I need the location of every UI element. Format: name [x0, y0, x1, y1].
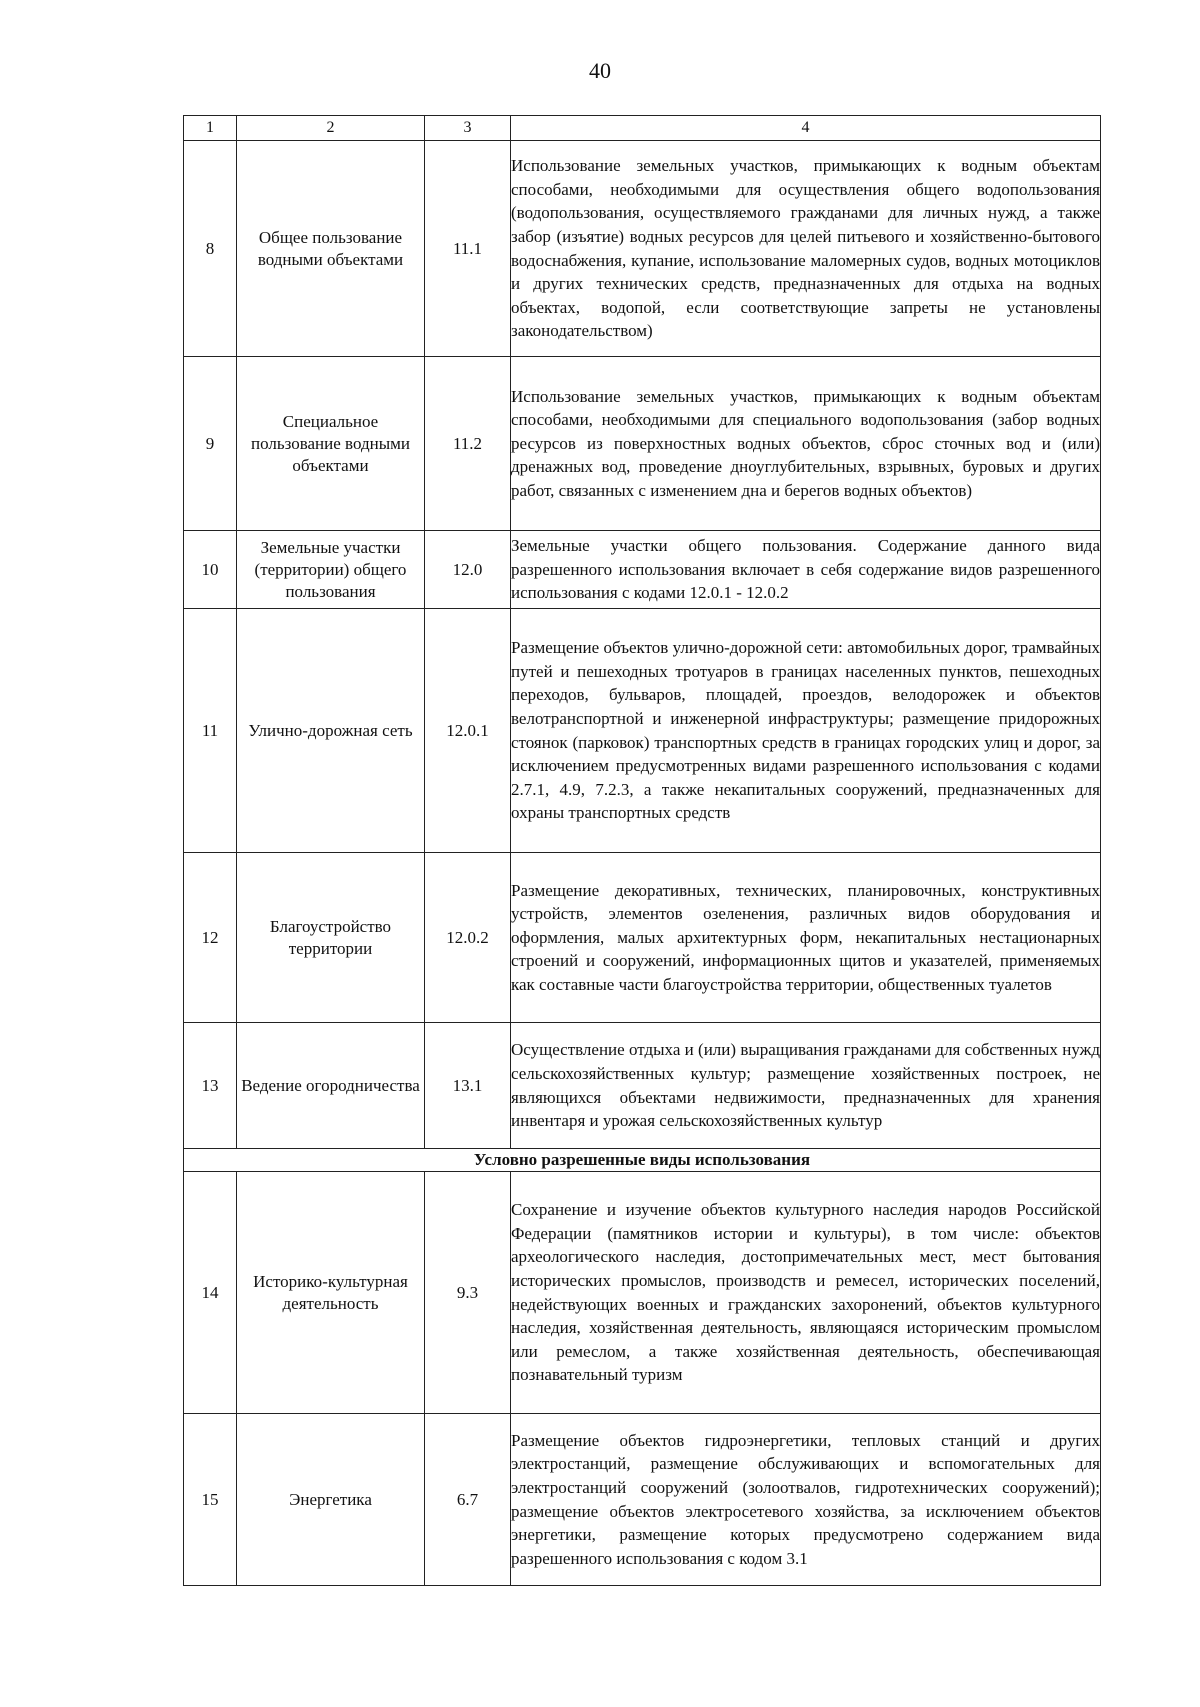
section-title: Условно разрешенные виды использования [184, 1149, 1101, 1172]
row-number: 9 [184, 357, 237, 531]
use-type-name: Ведение огородничества [237, 1023, 425, 1149]
table-row [184, 357, 1101, 531]
page-number: 40 [589, 58, 611, 83]
column-header-2: 2 [237, 116, 425, 141]
use-type-name: Специальное пользование водными объектами [237, 357, 425, 531]
use-type-description: Размещение объектов улично-дорожной сети: автомобильных дорог, трамвайных путей и пешеходных тротуаров в границах населенных пунктов, пешеходных переходов, бульваров, площадей, проездов, велодорожек и объектов велотранспортной и инженерной инфраструктуры; размещение придорожных стоянок (парковок) транспортных средств в границах городских улиц и дорог, за исключением предусмотренных видами разрешенного использования с кодами 2.7.1, 4.9, 7.2.3, а также некапитальных сооружений, предназначенных для охраны транспортных средств [511, 609, 1101, 853]
table-row [184, 1172, 1101, 1414]
use-type-code: 12.0 [425, 531, 511, 609]
use-type-code: 13.1 [425, 1023, 511, 1149]
use-type-name: Общее пользование водными объектами [237, 141, 425, 357]
column-header-4: 4 [511, 116, 1101, 141]
table-row [184, 531, 1101, 609]
column-header-3: 3 [425, 116, 511, 141]
use-type-code: 9.3 [425, 1172, 511, 1414]
use-type-description: Использование земельных участков, примыкающих к водным объектам способами, необходимыми для осуществления общего водопользования (водопользования, осуществляемого гражданами для личных нужд, а также забор (изъятие) водных ресурсов для целей питьевого и хозяйственно-бытового водоснабжения, купание, использование маломерных судов, водных мотоциклов и других технических средств, предназначенных для отдыха на водных объектах, водопой, если соответствующие запреты не установлены законодательством) [511, 141, 1101, 357]
use-type-code: 12.0.2 [425, 853, 511, 1023]
row-number: 14 [184, 1172, 237, 1414]
table-row [184, 1414, 1101, 1586]
use-type-code: 6.7 [425, 1414, 511, 1586]
table-row [184, 1023, 1101, 1149]
table-row [184, 609, 1101, 853]
use-type-description: Земельные участки общего пользования. Содержание данного вида разрешенного использования включает в себя содержание видов разрешенного использования с кодами 12.0.1 - 12.0.2 [511, 531, 1101, 609]
table-row [184, 141, 1101, 357]
use-type-code: 11.2 [425, 357, 511, 531]
row-number: 11 [184, 609, 237, 853]
use-type-name: Земельные участки (территории) общего пользования [237, 531, 425, 609]
row-number: 13 [184, 1023, 237, 1149]
use-type-description: Осуществление отдыха и (или) выращивания гражданами для собственных нужд сельскохозяйственных культур; размещение хозяйственных построек, не являющихся объектами недвижимости, предназначенных для хранения инвентаря и урожая сельскохозяйственных культур [511, 1023, 1101, 1149]
row-number: 15 [184, 1414, 237, 1586]
use-type-code: 12.0.1 [425, 609, 511, 853]
use-type-description: Сохранение и изучение объектов культурного наследия народов Российской Федерации (памятников истории и культуры), в том числе: объектов археологического наследия, достопримечательных мест, мест бытования исторических промыслов, производств и ремесел, исторических поселений, недействующих военных и гражданских захоронений, объектов культурного наследия, хозяйственная деятельность, являющаяся историческим промыслом или ремеслом, а также хозяйственная деятельность, обеспечивающая познавательный туризм [511, 1172, 1101, 1414]
use-type-name: Энергетика [237, 1414, 425, 1586]
use-type-description: Использование земельных участков, примыкающих к водным объектам способами, необходимыми для специального водопользования (забор водных ресурсов из поверхностных водных объектов, сброс сточных вод и (или) дренажных вод, проведение дноуглубительных, взрывных, буровых и других работ, связанных с изменением дна и берегов водных объектов) [511, 357, 1101, 531]
use-type-name: Улично-дорожная сеть [237, 609, 425, 853]
table-row [184, 853, 1101, 1023]
use-type-name: Историко-культурная деятельность [237, 1172, 425, 1414]
column-header-1: 1 [184, 116, 237, 141]
row-number: 10 [184, 531, 237, 609]
section-header-row [184, 1149, 1101, 1172]
land-use-table [183, 115, 1101, 1586]
row-number: 8 [184, 141, 237, 357]
use-type-name: Благоустройство территории [237, 853, 425, 1023]
use-type-description: Размещение объектов гидроэнергетики, тепловых станций и других электростанций, размещение обслуживающих и вспомогательных для электростанций сооружений (золоотвалов, гидротехнических сооружений); размещение объектов электросетевого хозяйства, за исключением объектов энергетики, размещение которых предусмотрено содержанием вида разрешенного использования с кодом 3.1 [511, 1414, 1101, 1586]
row-number: 12 [184, 853, 237, 1023]
table-header-row [184, 116, 1101, 141]
use-type-code: 11.1 [425, 141, 511, 357]
use-type-description: Размещение декоративных, технических, планировочных, конструктивных устройств, элементов озеленения, различных видов оборудования и оформления, малых архитектурных форм, некапитальных нестационарных строений и сооружений, информационных щитов и указателей, применяемых как составные части благоустройства территории, общественных туалетов [511, 853, 1101, 1023]
